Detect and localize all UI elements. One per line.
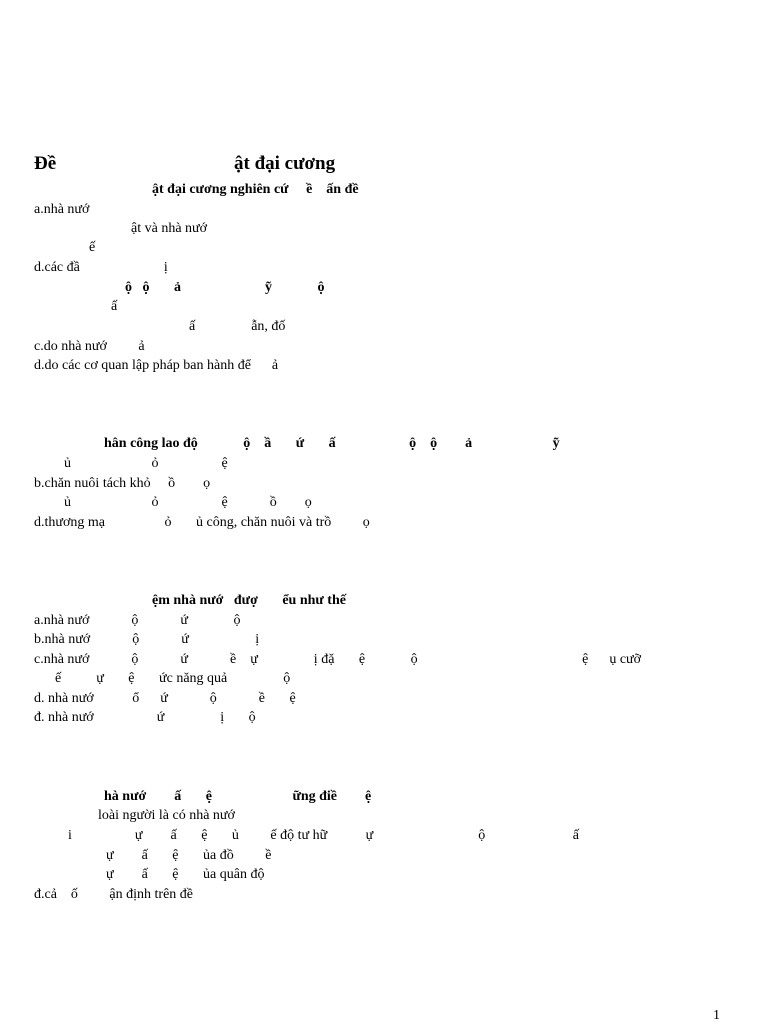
q1-line: d.do các cơ quan lập pháp ban hành để ả <box>34 358 279 373</box>
question-2: hân công lao độ ộ ầ ứ ấ ộ ộ ả ỹ <box>104 436 560 451</box>
question-1: ật đại cương nghiên cứ ề ấn đề <box>152 182 359 197</box>
q3-line: b.nhà nướ ộ ứ ị <box>34 632 260 647</box>
q2-line: ủ ỏ ệ ồ ọ <box>64 495 312 510</box>
q3-line: ế ự ệ ức năng quả ộ <box>55 671 291 686</box>
title-text: ật đại cương <box>234 153 336 174</box>
q3-line: đ. nhà nướ ứ ị ộ <box>34 710 256 725</box>
q4-line: ự ấ ệ ủa quân độ <box>106 867 265 882</box>
q3-line: a.nhà nướ ộ ứ ộ <box>34 613 241 628</box>
q1-line: ế <box>89 240 96 255</box>
question-4: hà nướ ấ ệ ững điề ệ <box>104 789 372 804</box>
q1-line: a.nhà nướ <box>34 202 90 217</box>
q2-line: ủ ỏ ệ <box>64 456 228 471</box>
q1-line: ấ <box>111 299 118 314</box>
q1-line: ấ ẫn, đố <box>189 319 286 334</box>
q1-line: ật và nhà nướ <box>131 221 208 236</box>
q3-line: d. nhà nướ ổ ứ ộ ề ệ <box>34 691 296 706</box>
title-prefix: Đề <box>34 153 57 174</box>
q3-line: c.nhà nướ ộ ứ ề ự ị đặ ệ ộ ệ ụ cưỡ <box>34 652 642 667</box>
q2-line: d.thương mạ ỏ ủ công, chăn nuôi và trồ ọ <box>34 515 370 530</box>
question-3: ệm nhà nướ đượ ểu như thế <box>152 593 346 608</box>
q1-line: d.các đầ ị <box>34 260 168 275</box>
q4-line: ự ấ ệ ủa đồ ề <box>106 848 272 863</box>
q2-line: b.chăn nuôi tách khỏ ồ ọ <box>34 476 211 491</box>
q1-line: ộ ộ ả ỹ ộ <box>125 280 325 295</box>
q4-line: i ự ấ ệ ủ ế độ tư hữ ự ộ ấ <box>68 828 579 843</box>
q1-line: c.do nhà nướ ả <box>34 339 145 354</box>
q4-line: loài người là có nhà nướ <box>98 808 235 823</box>
q4-line: đ.cả ố ận định trên đề <box>34 887 194 902</box>
page-number: 1 <box>713 1008 720 1023</box>
